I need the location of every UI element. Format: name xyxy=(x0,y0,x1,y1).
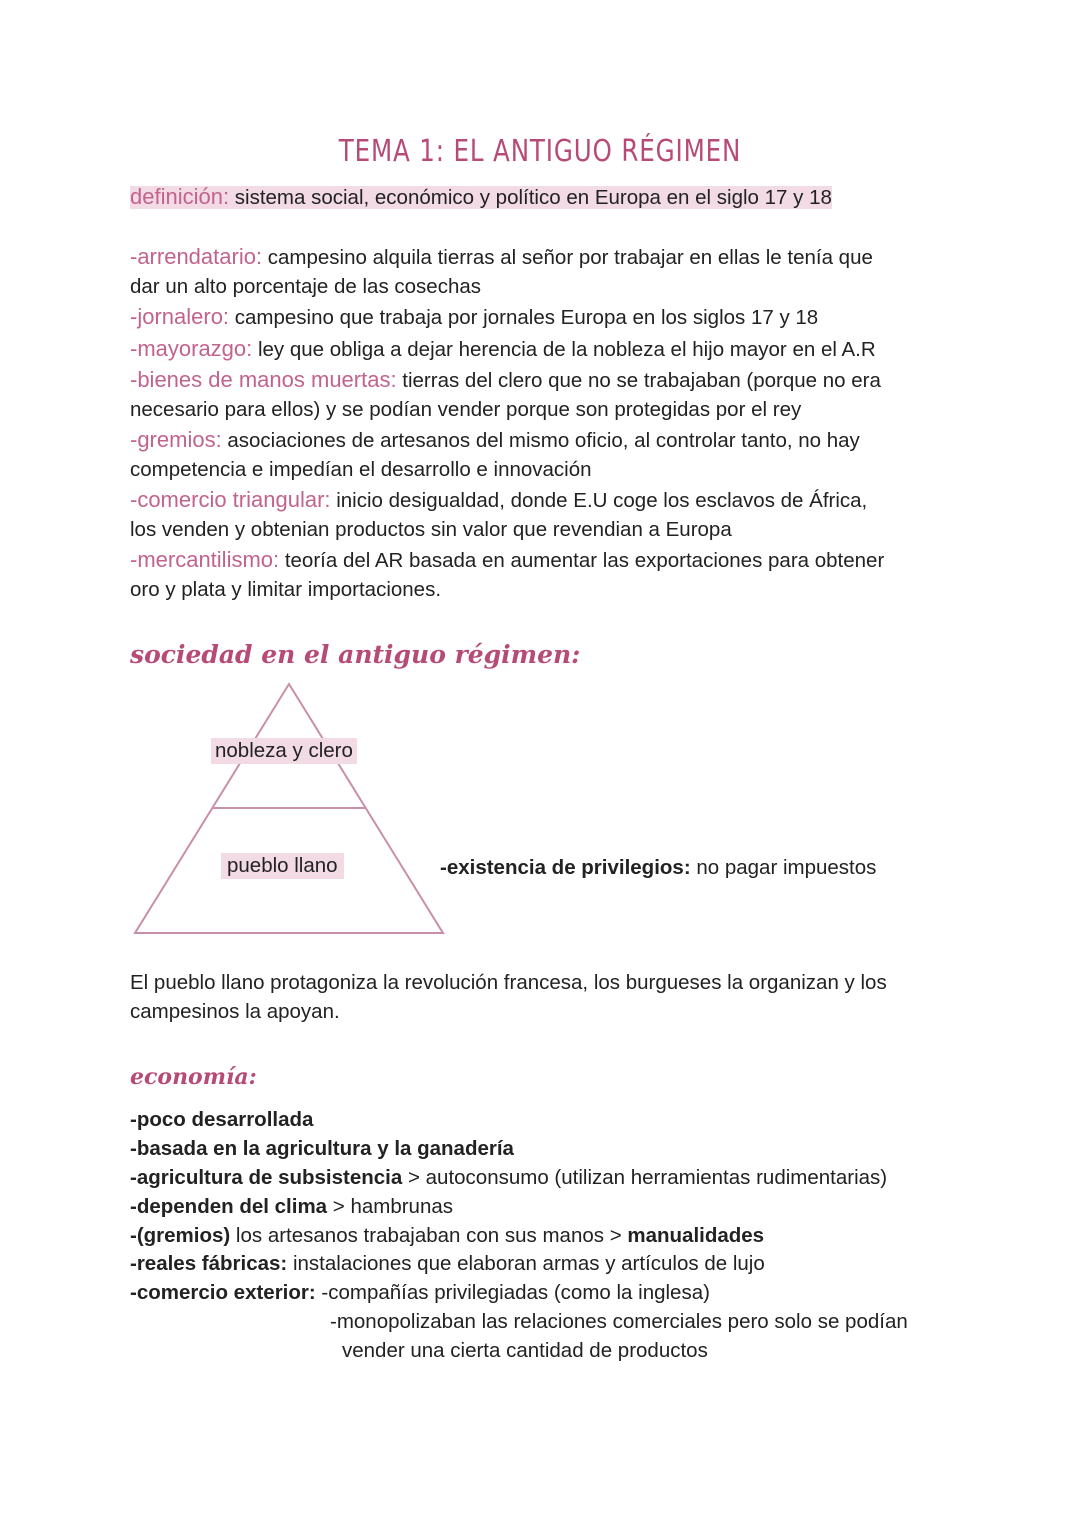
sociedad-heading: sociedad en el antiguo régimen: xyxy=(130,640,581,669)
term-text: necesario para ellos) y se podían vender porque son protegidas por el rey xyxy=(130,398,802,421)
economia-item xyxy=(130,1163,887,1193)
privilege-text: no pagar impuestos xyxy=(690,856,877,879)
term-text: tierras del clero que no se trabajaban (porque no era xyxy=(396,369,881,392)
item-bold: -comercio exterior: xyxy=(130,1281,316,1304)
privileges-note xyxy=(440,853,876,883)
item-text: instalaciones que elaboran armas y artículos de lujo xyxy=(287,1252,765,1275)
definition-text: sistema social, económico y político en Europa en el siglo 17 y 18 xyxy=(229,186,832,209)
item-text: los artesanos trabajaban con sus manos > xyxy=(230,1224,628,1247)
term-text: asociaciones de artesanos del mismo oficio, al controlar tanto, no hay xyxy=(221,429,860,452)
term-label: -gremios: xyxy=(130,427,222,452)
economia-item xyxy=(130,1192,453,1222)
economia-item: -poco desarrollada xyxy=(130,1108,314,1131)
economia-subitem-cont: vender una cierta cantidad de productos xyxy=(342,1339,708,1362)
term-text: los venden y obtenian productos sin valor que revendian a Europa xyxy=(130,518,732,541)
page-title: TEMA 1: EL ANTIGUO RÉGIMEN xyxy=(338,134,742,169)
sociedad-paragraph-cont: campesinos la apoyan. xyxy=(130,1000,340,1023)
term-text: campesino alquila tierras al señor por trabajar en ellas le tenía que xyxy=(262,246,873,269)
term-label: -jornalero: xyxy=(130,304,230,329)
sociedad-paragraph: El pueblo llano protagoniza la revolución francesa, los burgueses la organizan y los xyxy=(130,971,887,994)
item-text: -compañías privilegiadas (como la inglesa) xyxy=(315,1281,710,1304)
economia-item xyxy=(130,1278,710,1308)
economia-item: -basada en la agricultura y la ganadería xyxy=(130,1137,514,1160)
term-text: dar un alto porcentaje de las cosechas xyxy=(130,275,482,298)
term-text: teoría del AR basada en aumentar las exportaciones para obtener xyxy=(279,549,885,572)
item-bold: -agricultura de subsistencia xyxy=(130,1166,403,1189)
term-label: -bienes de manos muertas: xyxy=(130,367,397,392)
term-text: oro y plata y limitar importaciones. xyxy=(130,578,442,601)
pyramid-bottom-label: pueblo llano xyxy=(221,853,344,879)
term-label: -comercio triangular: xyxy=(130,487,331,512)
term-text: campesino que trabaja por jornales Europa en los siglos 17 y 18 xyxy=(229,306,819,329)
term-text: inicio desigualdad, donde E.U coge los esclavos de África, xyxy=(330,489,868,512)
privilege-term: -existencia de privilegios: xyxy=(440,856,691,879)
term-text: competencia e impedían el desarrollo e innovación xyxy=(130,458,592,481)
term-label: -mayorazgo: xyxy=(130,336,253,361)
economia-item xyxy=(130,1221,764,1251)
item-bold: -(gremios) xyxy=(130,1224,231,1247)
definition-term: definición: xyxy=(130,184,230,209)
item-bold: -reales fábricas: xyxy=(130,1252,288,1275)
term-label: -arrendatario: xyxy=(130,244,263,269)
economia-subitem: -monopolizaban las relaciones comerciales pero solo se podían xyxy=(330,1310,908,1333)
economia-item xyxy=(130,1249,765,1279)
item-bold: -dependen del clima xyxy=(130,1195,328,1218)
term-label: -mercantilismo: xyxy=(130,547,280,572)
term-text: ley que obliga a dejar herencia de la nobleza el hijo mayor en el A.R xyxy=(252,338,876,361)
pyramid-top-label: nobleza y clero xyxy=(211,738,357,764)
item-text: > hambrunas xyxy=(327,1195,454,1218)
item-text: > autoconsumo (utilizan herramientas rudimentarias) xyxy=(402,1166,888,1189)
economia-heading: economía: xyxy=(130,1064,257,1090)
item-bold: manualidades xyxy=(627,1224,765,1247)
